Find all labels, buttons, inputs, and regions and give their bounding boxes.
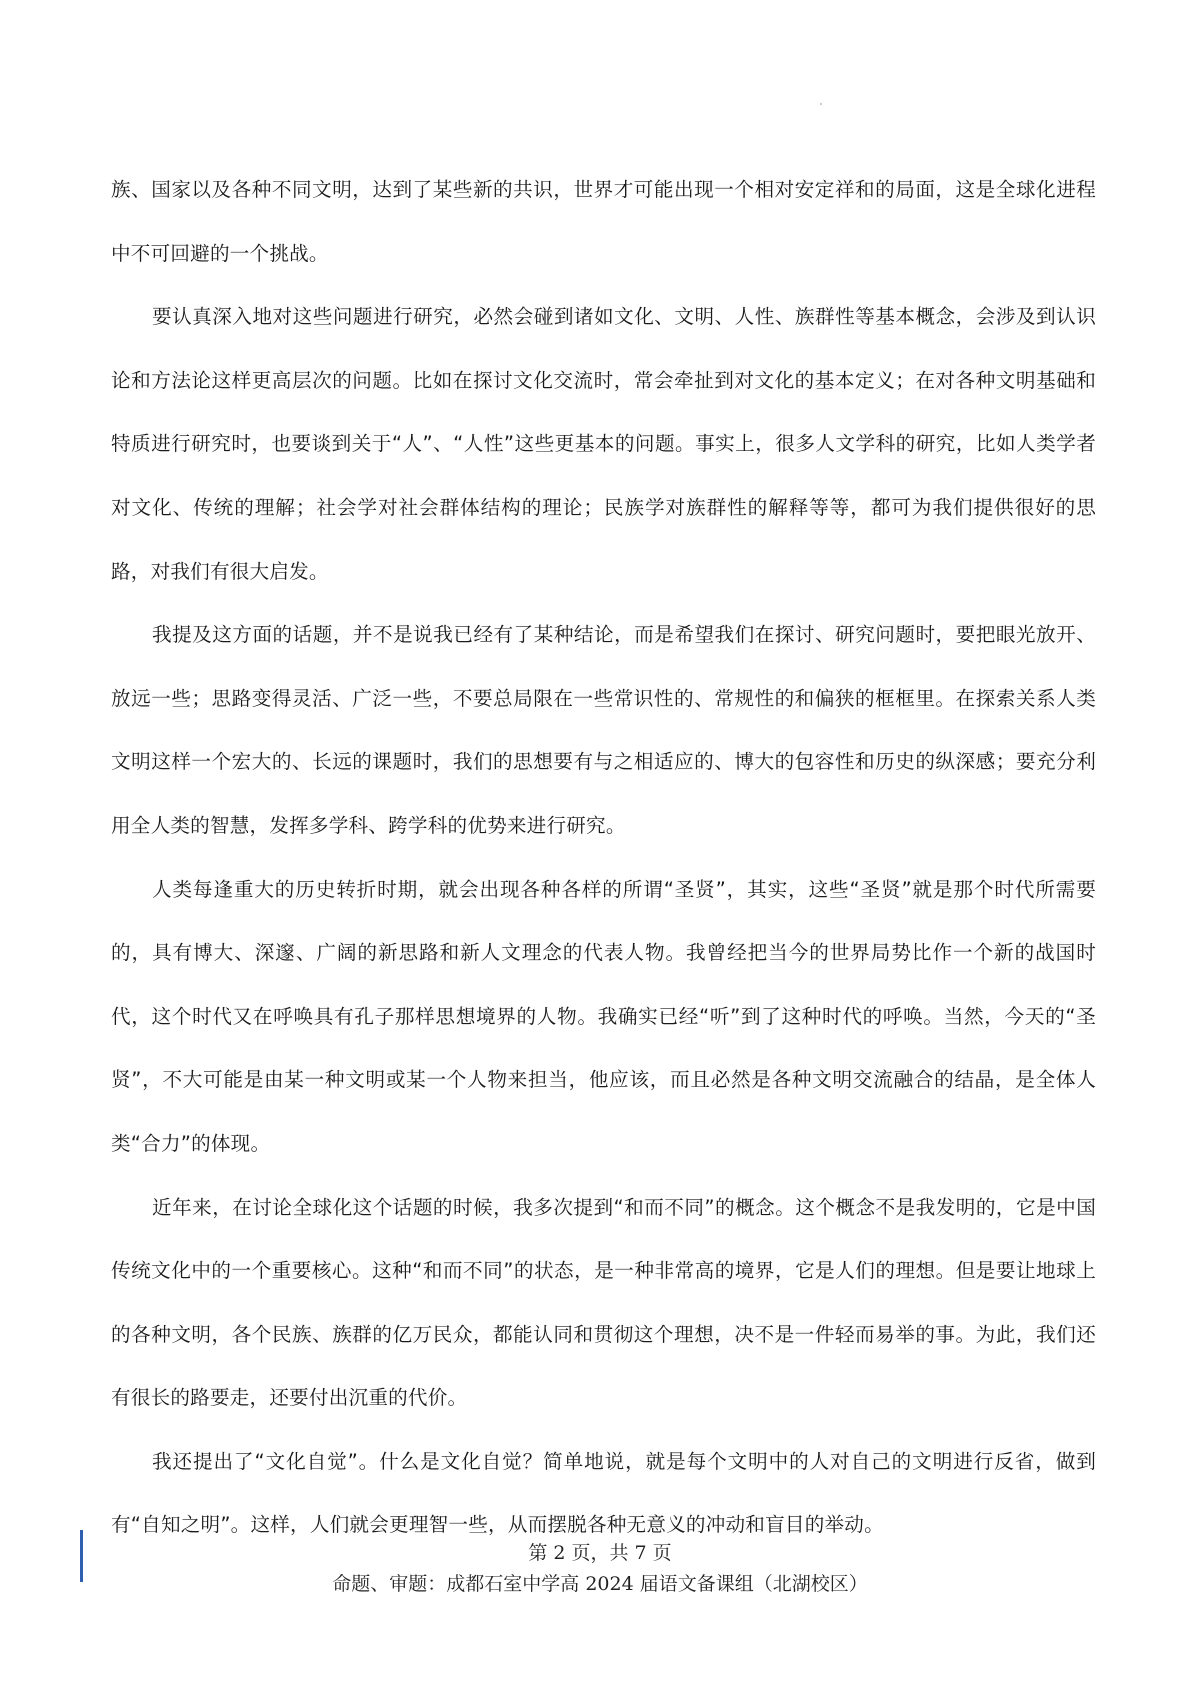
paragraph-6: 我还提出了“文化自觉”。什么是文化自觉？简单地说，就是每个文明中的人对自己的文明进行反省，做到有“自知之明”。这样，人们就会更理智一些，从而摆脱各种无意义的冲动和盲目的举动。 xyxy=(111,1449,1096,1537)
paragraph-4: 人类每逢重大的历史转折时期，就会出现各种各样的所谓“圣贤”，其实，这些“圣贤”就是那个时代所需要的，具有博大、深邃、广阔的新思路和新人文理念的代表人物。我曾经把当今的世界局势比作一个新的战国时代，这个时代又在呼唤具有孔子那样思想境界的人物。我确实已经“听”到了这种时代的呼唤。当然，今天的“圣贤”，不大可能是由某一种文明或某一个人物来担当，他应该，而且必然是各种文明交流融合的结晶，是全体人类“合力”的体现。 xyxy=(111,877,1096,1155)
paragraph-3: 我提及这方面的话题，并不是说我已经有了某种结论，而是希望我们在探讨、研究问题时，要把眼光放开、放远一些；思路变得灵活、广泛一些，不要总局限在一些常识性的、常规性的和偏狭的框框里。在探索关系人类文明这样一个宏大的、长远的课题时，我们的思想要有与之相适应的、博大的包容性和历史的纵深感；要充分利用全人类的智慧，发挥多学科、跨学科的优势来进行研究。 xyxy=(111,623,1096,837)
paragraph-2: 要认真深入地对这些问题进行研究，必然会碰到诸如文化、文明、人性、族群性等基本概念，会涉及到认识论和方法论这样更高层次的问题。比如在探讨文化交流时，常会牵扯到对文化的基本定义；在对各种文明基础和特质进行研究时，也要谈到关于“人”、“人性”这些更基本的问题。事实上，很多人文学科的研究，比如人类学者对文化、传统的理解；社会学对社会群体结构的理论；民族学对族群性的解释等等，都可为我们提供很好的思路，对我们有很大启发。 xyxy=(111,305,1096,583)
page-number: 第 2 页，共 7 页 xyxy=(528,1542,672,1564)
scan-speck xyxy=(820,103,822,105)
article-body xyxy=(111,158,1096,1557)
paragraph-5: 近年来，在讨论全球化这个话题的时候，我多次提到“和而不同”的概念。这个概念不是我发明的，它是中国传统文化中的一个重要核心。这种“和而不同”的状态，是一种非常高的境界，它是人们的理想。但是要让地球上的各种文明，各个民族、族群的亿万民众，都能认同和贯彻这个理想，决不是一件轻而易举的事。为此，我们还有很长的路要走，还要付出沉重的代价。 xyxy=(111,1195,1096,1410)
footer-credit: 命题、审题：成都石室中学高 2024 届语文备课组（北湖校区） xyxy=(332,1573,868,1595)
paragraph-1: 族、国家以及各种不同文明，达到了某些新的共识，世界才可能出现一个相对安定祥和的局面，这是全球化进程中不可回避的一个挑战。 xyxy=(111,178,1096,265)
